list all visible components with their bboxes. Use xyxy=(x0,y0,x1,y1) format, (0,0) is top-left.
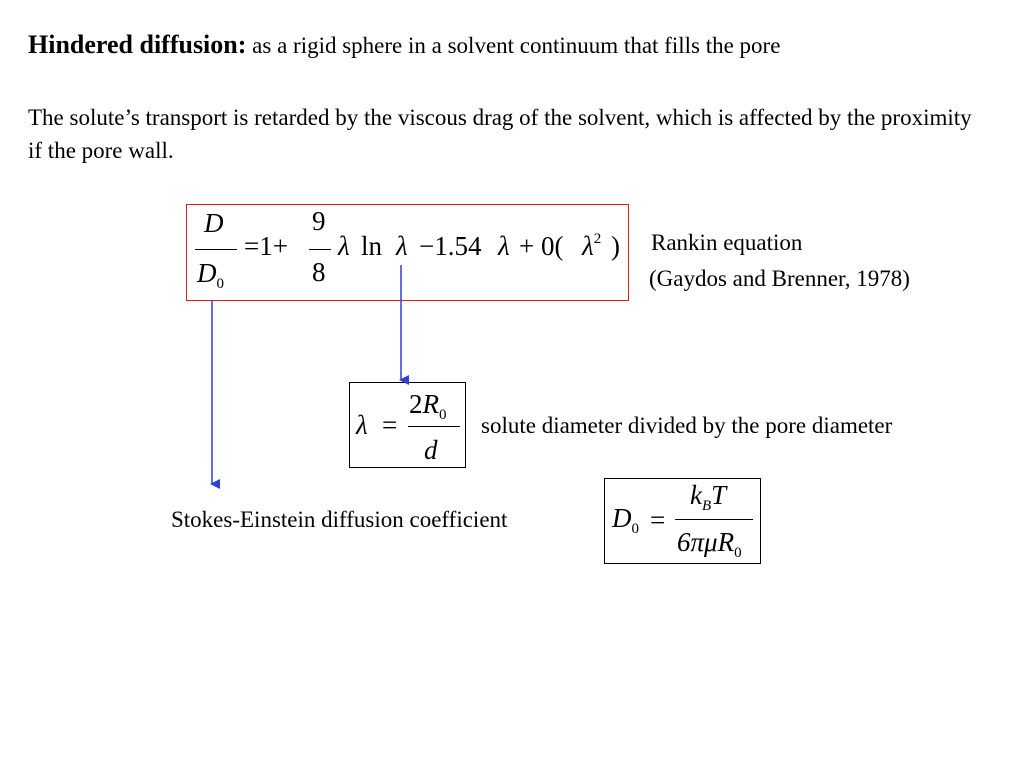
rankin-plus-o: + 0( xyxy=(519,231,564,261)
rankin-lambda-squared: $\lambda^2$ xyxy=(582,231,602,261)
rankin-coef-denominator: 8 xyxy=(312,257,326,287)
stokes-lhs: $D_0$ xyxy=(612,503,639,537)
body-paragraph: The solute’s transport is retarded by the viscous drag of the solvent, which is affected by the proximity if the pore wall. xyxy=(28,105,972,163)
lambda-numerator: $2R_0$ xyxy=(409,389,447,423)
rankin-lambda-2: λ xyxy=(396,231,408,261)
title-subtitle: as a rigid sphere in a solvent continuum that fills the pore xyxy=(246,33,781,58)
title-bold: Hindered diffusion xyxy=(28,30,238,59)
rankin-lhs-numerator: D xyxy=(204,208,224,238)
rankin-minus-term: −1.54 xyxy=(419,231,482,261)
lambda-description: solute diameter divided by the pore diameter xyxy=(481,413,893,438)
rankin-coef-numerator: 9 xyxy=(312,206,326,236)
stokes-denominator: 6πμR$_0$ xyxy=(677,527,742,561)
rankin-lhs-denominator: $D_0$ xyxy=(197,258,224,292)
stokes-equals: = xyxy=(650,505,666,535)
title-colon: : xyxy=(237,30,247,59)
rankin-ln: ln xyxy=(361,231,383,261)
lambda-denominator: d xyxy=(424,435,438,465)
rankin-lambda-3: λ xyxy=(498,231,510,261)
rankin-close-paren: ) xyxy=(611,231,620,261)
rankin-one-plus: =1+ xyxy=(244,231,288,261)
rankin-lambda-1: λ xyxy=(338,231,350,261)
lambda-equals: = xyxy=(382,410,398,440)
rankin-citation: (Gaydos and Brenner, 1978) xyxy=(649,266,910,291)
lambda-lhs: λ xyxy=(356,410,368,440)
stokes-numerator: $k_BT$ xyxy=(690,480,727,514)
stokes-einstein-label: Stokes-Einstein diffusion coefficient xyxy=(171,507,508,532)
rankin-equation-label: Rankin equation xyxy=(651,230,803,255)
